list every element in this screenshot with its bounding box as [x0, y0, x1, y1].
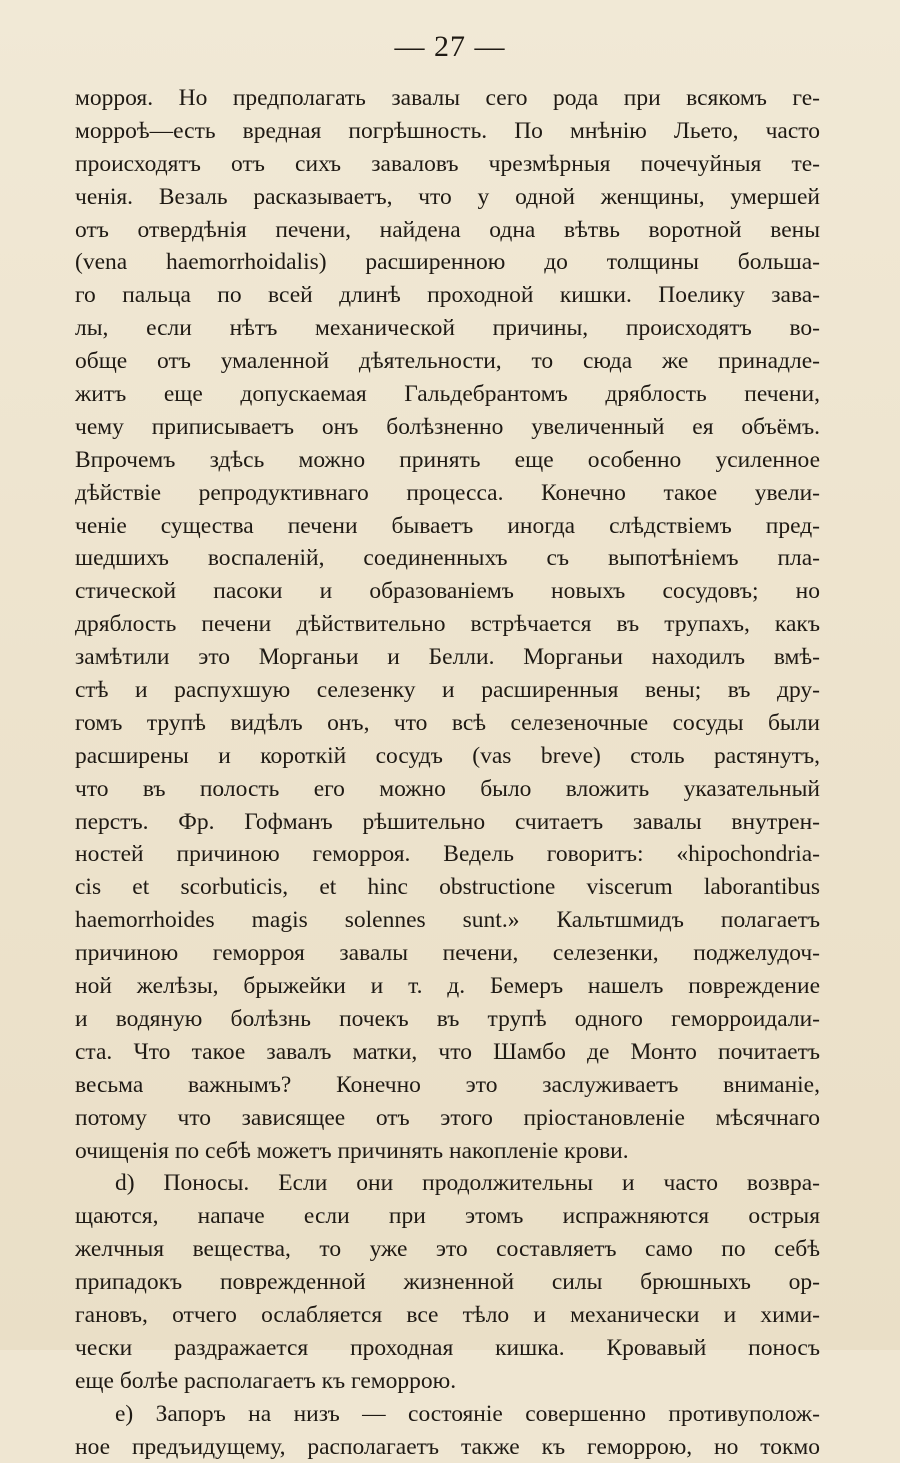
text-line: отъ отвердѣнія печени, найдена одна вѣтвь воротной вены — [75, 216, 820, 243]
text-line: ное предъидущему, располагаетъ также къ геморрою, но токмо — [75, 1433, 820, 1460]
text-line: ной желѣзы, брыжейки и т. д. Бемеръ нашелъ повреждение — [75, 973, 820, 1000]
text-line: происходятъ отъ сихъ заваловъ чрезмѣрныя почечуйныя те- — [75, 150, 820, 177]
text-line: го пальца по всей длинѣ проходной кишки. Поелику зава- — [75, 282, 820, 309]
text-line: еще болѣе располагаетъ къ геморрою. — [75, 1367, 457, 1394]
text-line: чему приписываетъ онъ болѣзненно увеличенный ея объёмъ. — [75, 413, 820, 440]
text-line: ностей причиною геморроя. Ведель говоритъ: «hipochondria- — [75, 841, 820, 868]
text-line: желчныя вещества, то уже это составляетъ само по себѣ — [75, 1236, 820, 1263]
text-line: дѣйствіе репродуктивнаго процесса. Конечно такое увели- — [75, 479, 820, 506]
text-line: (vena haemorrhoidalis) расширенною до толщины большa- — [75, 249, 820, 276]
text-line: гановъ, отчего ослабляется все тѣло и механически и хими- — [75, 1301, 820, 1328]
text-line: житъ еще допускаемая Гальдебрантомъ дряблость печени, — [75, 381, 820, 408]
text-line: расширены и короткій сосудъ (vas breve) столь растянутъ, — [75, 742, 820, 769]
text-line: ста. Что такое завалъ матки, что Шамбо де Монто почитаетъ — [75, 1038, 820, 1065]
text-line: припадокъ поврежденной жизненной силы брюшныхъ ор- — [75, 1269, 820, 1296]
text-line: и водяную болѣзнь почекъ въ трупѣ одного геморроидали- — [75, 1005, 820, 1032]
text-line: Впрочемъ здѣсь можно принять еще особенно усиленное — [75, 446, 820, 473]
body-text — [75, 82, 820, 1463]
text-line: ченіе существа печени бываетъ иногда слѣдствіемъ пред- — [75, 512, 820, 539]
text-line: гомъ трупѣ видѣлъ онъ, что всѣ селезеночные сосуды были — [75, 709, 820, 736]
text-line: шедшихъ воспаленій, соединенныхъ съ выпотѣніемъ пла- — [75, 545, 820, 572]
text-line: перстъ. Фр. Гофманъ рѣшительно считаетъ завалы внутрен- — [75, 808, 820, 835]
text-line: haemorrhoides magis solennes sunt.» Кальтшмидъ полагаетъ — [75, 907, 820, 934]
text-line: обще отъ умаленной дѣятельности, то сюда же принадле- — [75, 348, 820, 375]
text-line: щаются, напаче если при этомъ испражняются острыя — [75, 1203, 820, 1230]
text-line: дряблость печени дѣйствительно встрѣчается въ трупахъ, какъ — [75, 611, 820, 638]
text-line: весьма важнымъ? Конечно это заслуживаетъ вниманіе, — [75, 1071, 820, 1098]
text-line: e) Запоръ на низъ — состояніе совершенно противуполож- — [115, 1400, 820, 1427]
text-line: d) Поносы. Если они продолжительны и часто возвра- — [115, 1170, 820, 1197]
text-line: причиною геморроя завалы печени, селезенки, поджелудоч- — [75, 940, 820, 967]
text-line: cis et scorbuticis, et hinc obstructione viscerum laborantibus — [75, 874, 820, 901]
text-line: стѣ и распухшую селезенку и расширенныя вены; въ дру- — [75, 677, 820, 704]
text-line: стической пасоки и образованіемъ новыхъ сосудовъ; но — [75, 578, 820, 605]
text-line: что въ полость его можно было вложить указательный — [75, 775, 820, 802]
text-line: замѣтили это Морганьи и Белли. Морганьи находилъ вмѣ- — [75, 644, 820, 671]
page-number: — 27 — — [394, 30, 506, 63]
text-line: потому что зависящее отъ этого пріостановленіе мѣсячнаго — [75, 1104, 820, 1131]
text-line: лы, если нѣтъ механической причины, происходятъ во- — [75, 315, 820, 342]
text-line: очищенія по себѣ можетъ причинять накопленіе крови. — [75, 1137, 629, 1164]
text-line: чески раздражается проходная кишка. Кровавый поносъ — [75, 1334, 820, 1361]
text-line: морроя. Но предполагать завалы сего рода при всякомъ ге- — [75, 85, 820, 111]
text-line: морроѣ—есть вредная погрѣшность. По мнѣнію Льето, часто — [75, 117, 820, 144]
text-line: ченія. Везаль расказываетъ, что у одной женщины, умершей — [75, 183, 820, 210]
